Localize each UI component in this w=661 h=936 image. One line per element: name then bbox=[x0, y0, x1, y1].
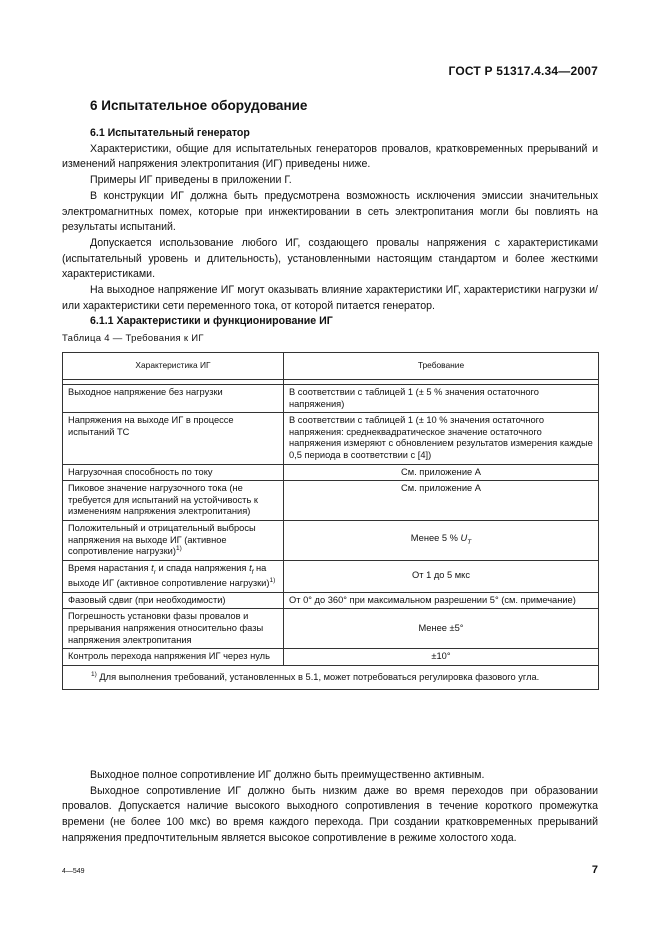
table-row bbox=[63, 413, 599, 464]
table-cell: Выходное напряжение без нагрузки bbox=[63, 385, 284, 413]
cell-text: на выходе ИГ (активное сопротивление нагрузки) bbox=[68, 562, 270, 589]
table-cell: От 1 до 5 мкс bbox=[284, 560, 599, 592]
table-row bbox=[63, 609, 599, 649]
table-cell: Пиковое значение нагрузочного тока (не требуется для испытаний на устойчивость к изменениям напряжения электропитания) bbox=[63, 481, 284, 521]
footnote-ref: 1) bbox=[175, 545, 182, 553]
requirements-table bbox=[62, 352, 599, 690]
table-cell bbox=[63, 520, 284, 560]
table-row bbox=[63, 464, 599, 481]
subsection-heading: 6.1.1 Характеристики и функционирование ИГ bbox=[90, 315, 333, 328]
column-header: Характеристика ИГ bbox=[63, 353, 284, 380]
paragraph: Выходное полное сопротивление ИГ должно быть преимущественно активным. bbox=[90, 769, 485, 781]
table-cell bbox=[284, 520, 599, 560]
variable-subscript: r bbox=[153, 568, 156, 576]
table-cell: Фазовый сдвиг (при необходимости) bbox=[63, 592, 284, 609]
paragraph: В конструкции ИГ должна быть предусмотрена возможность исключения эмиссии значительных электромагнитных помех, которые при инжектировании в сеть электропитания могли бы повлиять на результаты испытаний. bbox=[62, 189, 598, 234]
variable-subscript: f bbox=[251, 568, 254, 576]
table-footnote-row bbox=[63, 665, 599, 690]
column-header: Требование bbox=[284, 353, 599, 380]
table-row bbox=[63, 520, 599, 560]
table-row bbox=[63, 560, 599, 592]
cell-text: Время нарастания bbox=[68, 562, 152, 573]
section-title: 6 Испытательное оборудование bbox=[90, 98, 308, 113]
paragraph: Выходное сопротивление ИГ должно быть низким даже во время переходов при образовании провалов. Допускается наличие высокого выходного сопротивления в течение короткого промежутка времени (не более 100 мкс) во время каждого перехода. При создании кратковременных прерываний напряжения предпочтительным является высокое сопротивление в режиме холостого хода. bbox=[62, 784, 598, 844]
footnote-mark: 1) bbox=[91, 670, 97, 678]
table-cell: В соответствии с таблицей 1 (± 10 % значения остаточного напряжения: среднеквадратическое значение остаточного напряжения измеряют с обновлением результатов измерения каждые 0,5 периода в соответствии с [4]) bbox=[284, 413, 599, 464]
cell-text: и спада напряжения bbox=[155, 562, 250, 573]
page-number: 7 bbox=[591, 864, 598, 876]
table-row bbox=[63, 385, 599, 413]
table-cell: Менее ±5° bbox=[284, 609, 599, 649]
table-cell bbox=[63, 560, 284, 592]
table-cell: Напряжения на выходе ИГ в процессе испытаний ТС bbox=[63, 413, 284, 464]
body-text bbox=[62, 126, 598, 330]
print-code: 4—549 bbox=[62, 868, 85, 875]
table-footnote bbox=[63, 665, 599, 690]
table-cell: Нагрузочная способность по току bbox=[63, 464, 284, 481]
table-cell: От 0° до 360° при максимальном разрешении 5° (см. примечание) bbox=[284, 592, 599, 609]
table-row bbox=[63, 592, 599, 609]
table-header-row bbox=[63, 353, 599, 380]
table-cell: Контроль перехода напряжения ИГ через нуль bbox=[63, 649, 284, 666]
cell-text: Положительный и отрицательный выбросы напряжения на выходе ИГ (активное сопротивление нагрузки) bbox=[68, 522, 256, 557]
table-cell: См. приложение А bbox=[284, 481, 599, 521]
table-caption: Таблица 4 — Требования к ИГ bbox=[62, 333, 204, 344]
footnote-ref: 1) bbox=[269, 577, 276, 585]
table-cell: В соответствии с таблицей 1 (± 5 % значения остаточного напряжения) bbox=[284, 385, 599, 413]
table-cell: См. приложение А bbox=[284, 464, 599, 481]
paragraph: На выходное напряжение ИГ могут оказывать влияние характеристики ИГ, характеристики нагрузки и/или характеристики сети переменного тока, от которой питается генератор. bbox=[62, 284, 598, 312]
cell-text: Менее 5 % bbox=[410, 532, 461, 543]
variable: t bbox=[249, 562, 252, 573]
body-text-bottom bbox=[62, 768, 598, 847]
paragraph: Примеры ИГ приведены в приложении Г. bbox=[90, 174, 292, 187]
paragraph: Характеристики, общие для испытательных генераторов провалов, кратковременных прерываний и изменений напряжения электропитания (ИГ) приведены ниже. bbox=[62, 142, 598, 171]
subsection-heading: 6.1 Испытательный генератор bbox=[90, 127, 250, 139]
footnote-text: Для выполнения требований, установленных в 5.1, может потребоваться регулировка фазового угла. bbox=[96, 671, 540, 682]
variable: U bbox=[460, 532, 468, 543]
variable: t bbox=[151, 562, 154, 573]
table-cell: ±10° bbox=[284, 649, 599, 666]
paragraph: Допускается использование любого ИГ, создающего провалы напряжения с характеристиками (испытательный уровень и длительность), установленными настоящим стандартом и более жесткими характеристиками. bbox=[62, 236, 598, 281]
table-cell: Погрешность установки фазы провалов и прерывания напряжения относительно фазы напряжения электропитания bbox=[63, 609, 284, 649]
variable-subscript: T bbox=[467, 538, 472, 546]
table-row bbox=[63, 649, 599, 666]
table-row bbox=[63, 481, 599, 521]
standard-header: ГОСТ Р 51317.4.34—2007 bbox=[448, 64, 598, 78]
